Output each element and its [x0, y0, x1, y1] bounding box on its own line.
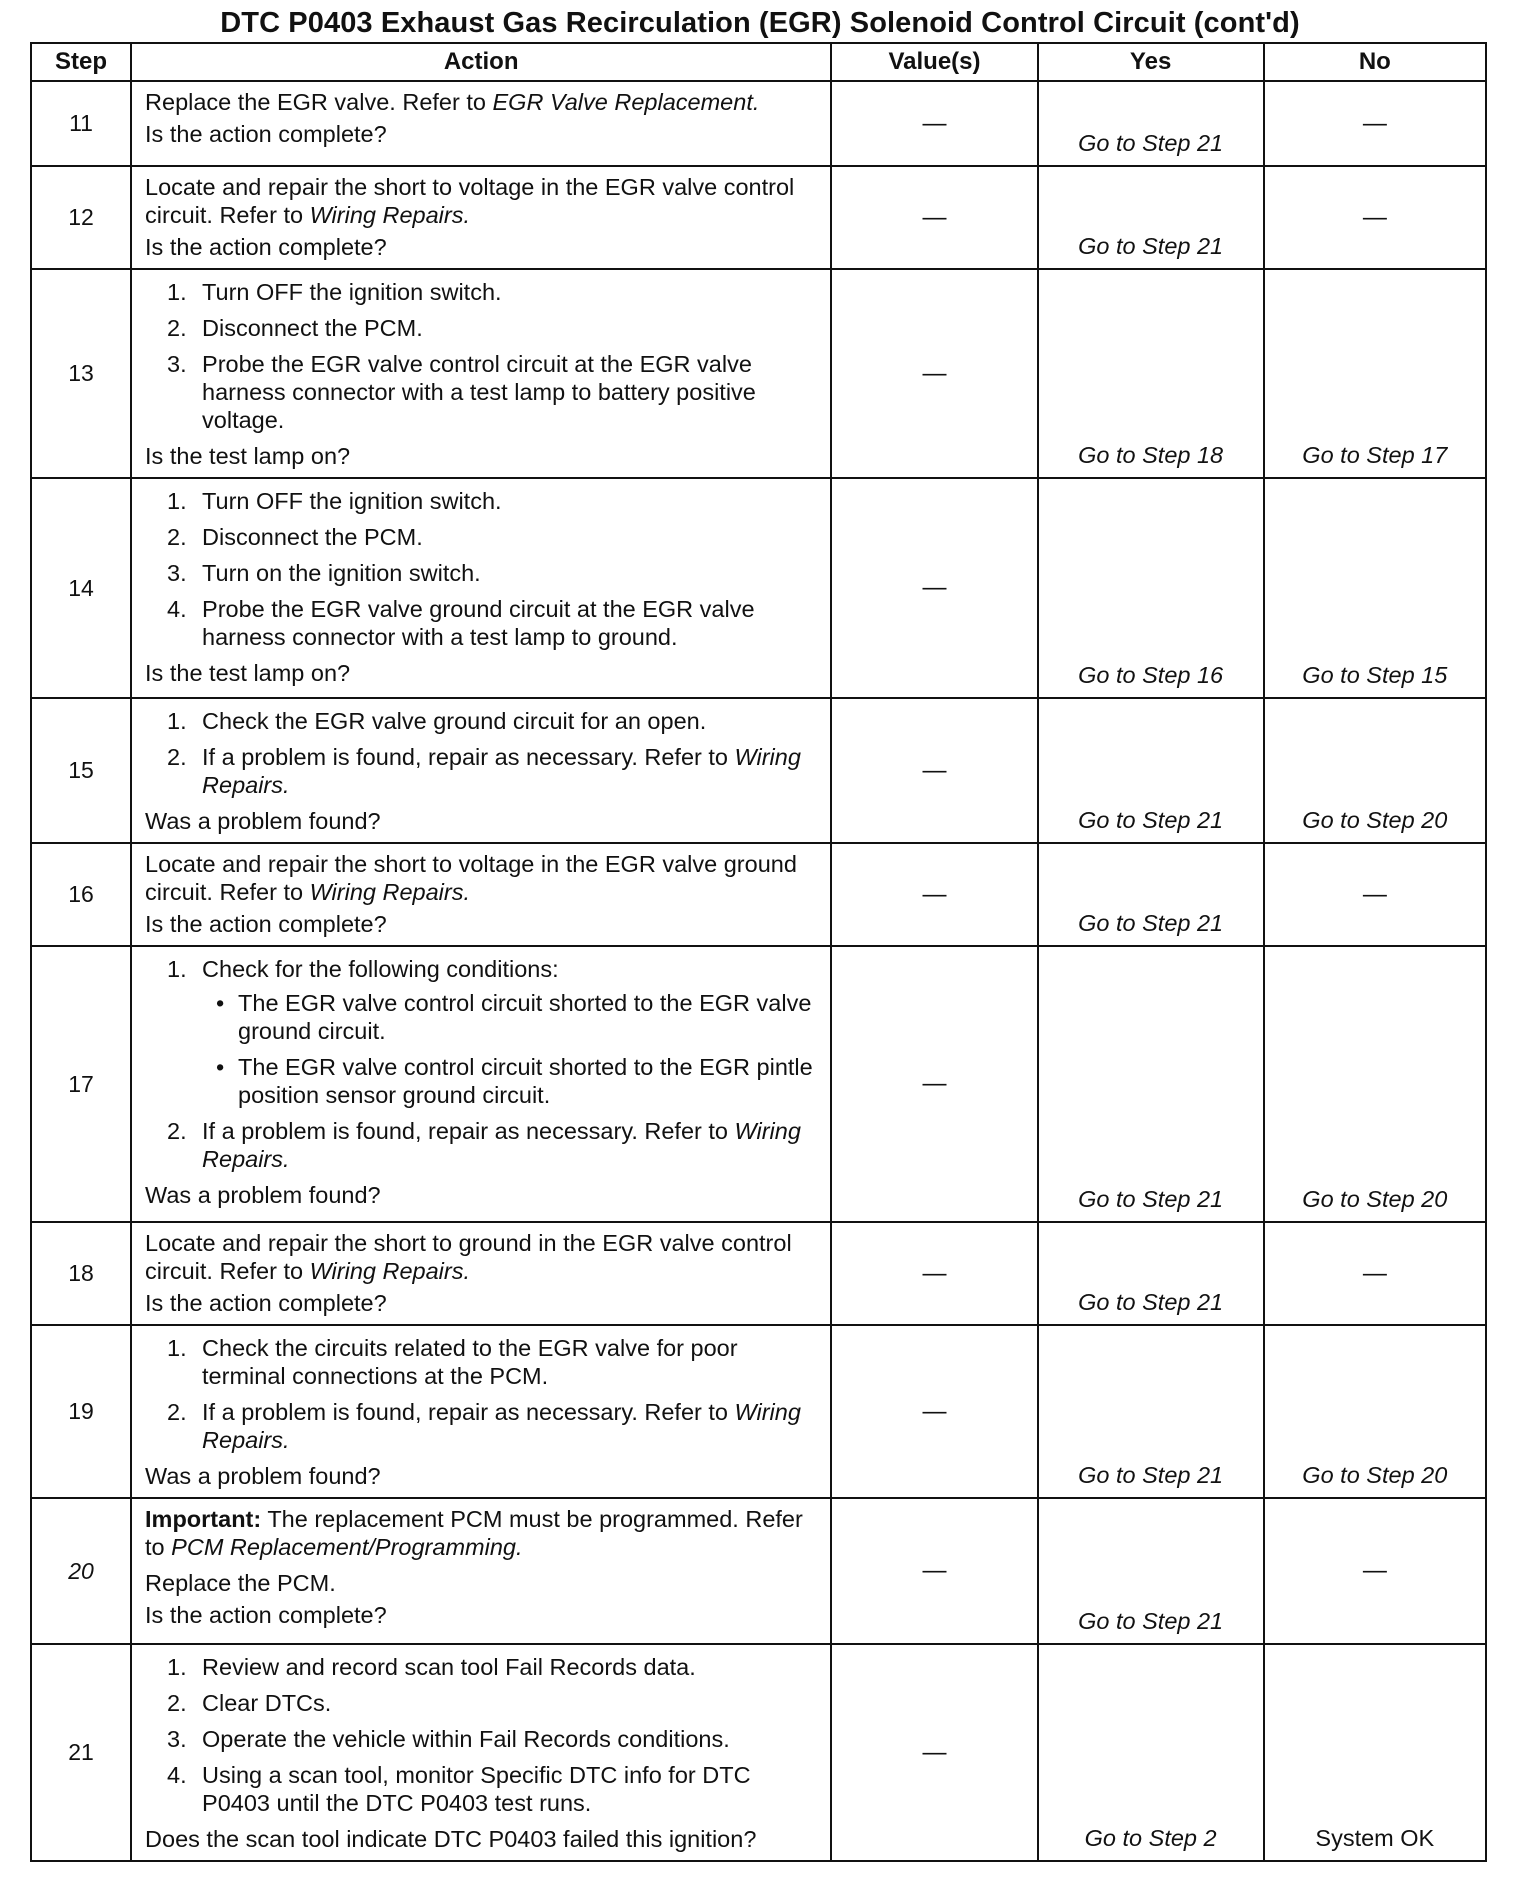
- action-question: Is the action complete?: [145, 911, 387, 937]
- action-cell: [131, 698, 831, 843]
- column-header-yes: Yes: [1038, 43, 1264, 81]
- yes-cell[interactable]: Go to Step 21: [1038, 1498, 1264, 1644]
- list-number: 3.: [167, 560, 187, 586]
- table-row: [31, 1325, 1486, 1498]
- list-item: [145, 314, 822, 342]
- action-cell: [131, 1498, 831, 1644]
- reference-link[interactable]: Wiring Repairs.: [202, 1118, 801, 1172]
- action-list: [145, 1334, 822, 1454]
- list-item-text: Disconnect the PCM.: [202, 524, 423, 550]
- table-row: [31, 166, 1486, 269]
- action-text: [145, 1229, 822, 1285]
- condition-list: [202, 989, 822, 1109]
- no-cell[interactable]: Go to Step 15: [1264, 478, 1486, 698]
- step-number: 14: [31, 478, 131, 698]
- list-item-text: Turn OFF the ignition switch.: [202, 488, 502, 514]
- action-question: Does the scan tool indicate DTC P0403 failed this ignition?: [145, 1826, 757, 1852]
- no-cell[interactable]: Go to Step 20: [1264, 1325, 1486, 1498]
- no-cell: —: [1264, 1222, 1486, 1325]
- no-cell: —: [1264, 1498, 1486, 1644]
- step-number: 15: [31, 698, 131, 843]
- value-cell: —: [831, 1644, 1037, 1861]
- no-cell[interactable]: Go to Step 20: [1264, 946, 1486, 1222]
- action-cell: [131, 1222, 831, 1325]
- list-item: [145, 707, 822, 735]
- action-cell: [131, 1325, 831, 1498]
- list-item-text: Review and record scan tool Fail Records data.: [202, 1654, 696, 1680]
- value-cell: —: [831, 698, 1037, 843]
- value-cell: —: [831, 843, 1037, 946]
- action-question: Was a problem found?: [145, 808, 381, 834]
- step-number: 11: [31, 81, 131, 166]
- yes-cell[interactable]: Go to Step 18: [1038, 269, 1264, 478]
- list-item: [145, 1334, 822, 1390]
- yes-cell[interactable]: Go to Step 2: [1038, 1644, 1264, 1861]
- list-item-text: Using a scan tool, monitor Specific DTC info for DTC P0403 until the DTC P0403 test runs.: [202, 1762, 751, 1816]
- list-number: 2.: [167, 1399, 187, 1425]
- bullet-text: The EGR valve control circuit shorted to the EGR valve ground circuit.: [238, 990, 812, 1044]
- list-item: [145, 955, 822, 1109]
- table-row: [31, 946, 1486, 1222]
- list-number: 1.: [167, 279, 187, 305]
- action-cell: [131, 269, 831, 478]
- list-number: 2.: [167, 1690, 187, 1716]
- no-cell[interactable]: Go to Step 17: [1264, 269, 1486, 478]
- action-cell: [131, 1644, 831, 1861]
- step-number: 13: [31, 269, 131, 478]
- yes-cell[interactable]: Go to Step 21: [1038, 1325, 1264, 1498]
- action-question: Is the action complete?: [145, 234, 387, 260]
- list-item: [145, 1761, 822, 1817]
- list-item-text: Check the EGR valve ground circuit for an open.: [202, 708, 707, 734]
- action-question: Was a problem found?: [145, 1463, 381, 1489]
- list-item-text: Turn on the ignition switch.: [202, 560, 481, 586]
- action-list: [145, 955, 822, 1173]
- action-text-part: Locate and repair the short to ground in the EGR valve control circuit. Refer to: [145, 1230, 792, 1284]
- no-cell: —: [1264, 81, 1486, 166]
- bullet-item: [202, 989, 822, 1045]
- reference-link[interactable]: EGR Valve Replacement.: [492, 89, 760, 115]
- yes-cell[interactable]: Go to Step 21: [1038, 166, 1264, 269]
- value-cell: —: [831, 1325, 1037, 1498]
- yes-cell[interactable]: Go to Step 16: [1038, 478, 1264, 698]
- action-list: [145, 707, 822, 799]
- reference-link[interactable]: Wiring Repairs.: [309, 879, 470, 905]
- reference-link[interactable]: PCM Replacement/Programming.: [171, 1534, 523, 1560]
- yes-cell[interactable]: Go to Step 21: [1038, 698, 1264, 843]
- step-number: 17: [31, 946, 131, 1222]
- action-cell: [131, 166, 831, 269]
- list-item: [145, 743, 822, 799]
- action-text-part: Locate and repair the short to voltage in the EGR valve control circuit. Refer to: [145, 174, 795, 228]
- value-cell: —: [831, 81, 1037, 166]
- value-cell: —: [831, 269, 1037, 478]
- no-cell: —: [1264, 166, 1486, 269]
- list-number: 3.: [167, 1726, 187, 1752]
- column-header-values: Value(s): [831, 43, 1037, 81]
- list-number: 1.: [167, 708, 187, 734]
- list-item-text: Clear DTCs.: [202, 1690, 332, 1716]
- list-item-text: Probe the EGR valve ground circuit at the EGR valve harness connector with a test lamp to ground.: [202, 596, 755, 650]
- step-number: 20: [31, 1498, 131, 1644]
- list-number: 1.: [167, 956, 187, 982]
- no-cell[interactable]: System OK: [1264, 1644, 1486, 1861]
- list-number: 4.: [167, 1762, 187, 1788]
- value-cell: —: [831, 1222, 1037, 1325]
- action-question: Is the test lamp on?: [145, 660, 351, 686]
- reference-link[interactable]: Wiring Repairs.: [202, 744, 801, 798]
- action-list: [145, 1653, 822, 1817]
- action-cell: [131, 81, 831, 166]
- list-item: [145, 1725, 822, 1753]
- list-number: 1.: [167, 1335, 187, 1361]
- value-cell: —: [831, 478, 1037, 698]
- step-number: 21: [31, 1644, 131, 1861]
- column-header-action: Action: [131, 43, 831, 81]
- action-question: Was a problem found?: [145, 1182, 381, 1208]
- list-number: 2.: [167, 315, 187, 341]
- list-number: 1.: [167, 1654, 187, 1680]
- list-item-text: Turn OFF the ignition switch.: [202, 279, 502, 305]
- important-text: The replacement PCM must be programmed. Refer to: [145, 1506, 803, 1560]
- table-header-row: [31, 43, 1486, 81]
- action-question: Is the action complete?: [145, 121, 387, 147]
- action-cell: [131, 843, 831, 946]
- action-cell: [131, 946, 831, 1222]
- step-number: 12: [31, 166, 131, 269]
- no-cell: —: [1264, 843, 1486, 946]
- column-header-step: Step: [31, 43, 131, 81]
- list-number: 2.: [167, 524, 187, 550]
- list-number: 1.: [167, 488, 187, 514]
- action-cell: [131, 478, 831, 698]
- list-item: [145, 559, 822, 587]
- list-number: 4.: [167, 596, 187, 622]
- action-question: Is the test lamp on?: [145, 443, 351, 469]
- list-item: [145, 595, 822, 651]
- action-text-part: Replace the EGR valve. Refer to: [145, 89, 493, 115]
- list-number: 2.: [167, 744, 187, 770]
- list-item: [145, 487, 822, 515]
- bullet-text: The EGR valve control circuit shorted to the EGR pintle position sensor ground circuit.: [238, 1054, 813, 1108]
- action-text: [145, 173, 822, 229]
- table-row: [31, 269, 1486, 478]
- list-item-text: If a problem is found, repair as necessary. Refer to: [202, 1118, 735, 1144]
- yes-cell[interactable]: Go to Step 21: [1038, 1222, 1264, 1325]
- value-cell: —: [831, 946, 1037, 1222]
- yes-cell[interactable]: Go to Step 21: [1038, 946, 1264, 1222]
- action-list: [145, 487, 822, 651]
- list-item-text: Operate the vehicle within Fail Records conditions.: [202, 1726, 730, 1752]
- list-item: [145, 350, 822, 434]
- action-question: Is the action complete?: [145, 1290, 387, 1316]
- list-number: 3.: [167, 351, 187, 377]
- table-row: [31, 1498, 1486, 1644]
- reference-link[interactable]: Wiring Repairs.: [202, 1399, 801, 1453]
- page-title: DTC P0403 Exhaust Gas Recirculation (EGR) Solenoid Control Circuit (cont'd): [220, 7, 1300, 39]
- list-item: [145, 523, 822, 551]
- table-row: [31, 843, 1486, 946]
- list-item: [145, 1689, 822, 1717]
- diagnostic-table: [30, 42, 1487, 1862]
- yes-cell[interactable]: Go to Step 21: [1038, 81, 1264, 166]
- value-cell: —: [831, 1498, 1037, 1644]
- reference-link[interactable]: Wiring Repairs.: [309, 202, 470, 228]
- column-header-no: No: [1264, 43, 1486, 81]
- table-row: [31, 478, 1486, 698]
- action-list: [145, 278, 822, 434]
- action-text: Replace the PCM.: [145, 1570, 336, 1596]
- step-number: 19: [31, 1325, 131, 1498]
- step-number: 18: [31, 1222, 131, 1325]
- bullet-icon: •: [216, 1054, 225, 1080]
- list-item: [145, 1398, 822, 1454]
- table-row: [31, 1222, 1486, 1325]
- value-cell: —: [831, 166, 1037, 269]
- list-item-text: Probe the EGR valve control circuit at the EGR valve harness connector with a test lamp to battery positive voltage.: [202, 351, 756, 433]
- list-item-text: Check the circuits related to the EGR valve for poor terminal connections at the PCM.: [202, 1335, 738, 1389]
- list-item-text: If a problem is found, repair as necessary. Refer to: [202, 744, 735, 770]
- table-row: [31, 81, 1486, 166]
- action-text: [145, 88, 822, 116]
- list-item: [145, 1653, 822, 1681]
- list-item: [145, 1117, 822, 1173]
- table-row: [31, 698, 1486, 843]
- yes-cell[interactable]: Go to Step 21: [1038, 843, 1264, 946]
- list-item-text: Disconnect the PCM.: [202, 315, 423, 341]
- step-number: 16: [31, 843, 131, 946]
- reference-link[interactable]: Wiring Repairs.: [309, 1258, 470, 1284]
- action-question: Is the action complete?: [145, 1602, 387, 1628]
- list-item-text: Check for the following conditions:: [202, 956, 559, 982]
- important-label: Important:: [145, 1506, 262, 1532]
- bullet-item: [202, 1053, 822, 1109]
- table-row: [31, 1644, 1486, 1861]
- list-number: 2.: [167, 1118, 187, 1144]
- no-cell[interactable]: Go to Step 20: [1264, 698, 1486, 843]
- bullet-icon: •: [216, 990, 225, 1016]
- action-text-part: Locate and repair the short to voltage in the EGR valve ground circuit. Refer to: [145, 851, 797, 905]
- important-note: [145, 1505, 822, 1561]
- action-text: [145, 850, 822, 906]
- list-item: [145, 278, 822, 306]
- list-item-text: If a problem is found, repair as necessary. Refer to: [202, 1399, 735, 1425]
